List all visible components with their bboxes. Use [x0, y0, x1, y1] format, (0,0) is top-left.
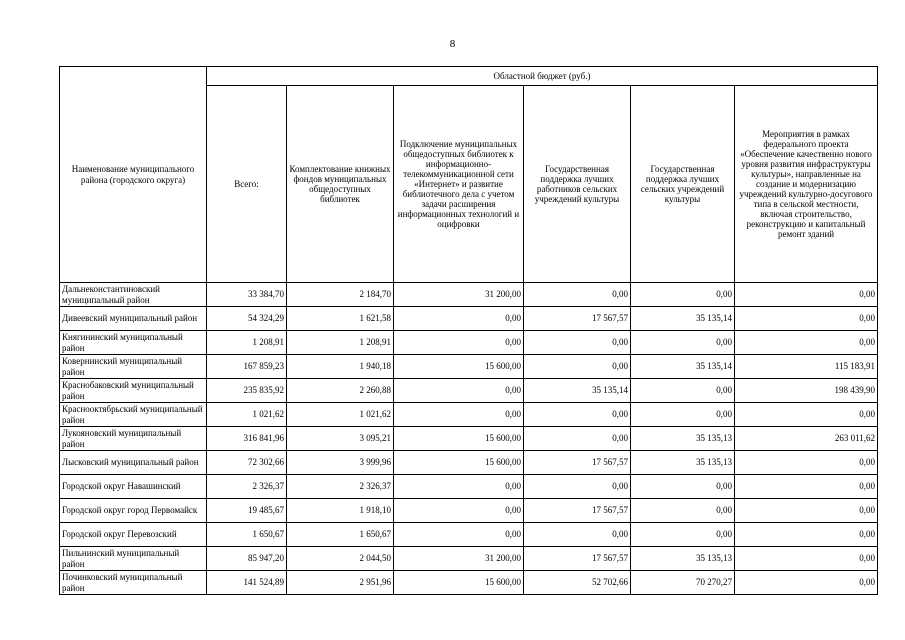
- cell-district-name: Ковернинский муниципальный район: [60, 355, 207, 379]
- cell-total: 85 947,20: [207, 547, 287, 571]
- cell-infrastructure: 0,00: [735, 475, 878, 499]
- cell-institutions-support: 35 135,13: [631, 451, 735, 475]
- cell-total: 141 524,89: [207, 571, 287, 595]
- cell-total: 316 841,96: [207, 427, 287, 451]
- cell-infrastructure: 0,00: [735, 283, 878, 307]
- cell-workers-support: 17 567,57: [524, 451, 631, 475]
- cell-total: 1 208,91: [207, 331, 287, 355]
- cell-district-name: Краснооктябрьский муниципальный район: [60, 403, 207, 427]
- cell-institutions-support: 35 135,14: [631, 307, 735, 331]
- cell-book-funds: 3 999,96: [287, 451, 394, 475]
- cell-district-name: Городской округ Перевозский: [60, 523, 207, 547]
- cell-institutions-support: 0,00: [631, 475, 735, 499]
- cell-book-funds: 2 044,50: [287, 547, 394, 571]
- table-row: [60, 499, 878, 523]
- header-internet-connection: Подключение муниципальных общедоступных библиотек к информационно-телекоммуникационной сети «Интернет» и развитие библиотечного дела с учетом задачи расширения информационных технологий и оцифровки: [394, 86, 524, 283]
- table-row: [60, 547, 878, 571]
- cell-district-name: Лукояновский муниципальный район: [60, 427, 207, 451]
- cell-district-name: Краснобаковский муниципальный район: [60, 379, 207, 403]
- cell-book-funds: 1 621,58: [287, 307, 394, 331]
- cell-infrastructure: 0,00: [735, 571, 878, 595]
- table-row: [60, 379, 878, 403]
- table-row: [60, 307, 878, 331]
- budget-table: [59, 66, 878, 595]
- cell-internet: 31 200,00: [394, 547, 524, 571]
- cell-internet: 0,00: [394, 523, 524, 547]
- cell-institutions-support: 35 135,13: [631, 427, 735, 451]
- table-row: [60, 283, 878, 307]
- cell-infrastructure: 198 439,90: [735, 379, 878, 403]
- table-body: [60, 283, 878, 595]
- cell-total: 2 326,37: [207, 475, 287, 499]
- cell-district-name: Княгининский муниципальный район: [60, 331, 207, 355]
- cell-workers-support: 17 567,57: [524, 499, 631, 523]
- cell-institutions-support: 0,00: [631, 283, 735, 307]
- cell-district-name: Дальнеконстантиновский муниципальный район: [60, 283, 207, 307]
- cell-internet: 0,00: [394, 403, 524, 427]
- cell-book-funds: 1 650,67: [287, 523, 394, 547]
- header-infrastructure-project: Мероприятия в рамках федерального проекта «Обеспечение качественно нового уровня развития инфраструктуры культуры», направленные на создание и модернизацию учреждений культурно-досугового типа в сельской местности, включая строительство, реконструкцию и капитальный ремонт зданий: [735, 86, 878, 283]
- cell-workers-support: 0,00: [524, 475, 631, 499]
- cell-district-name: Дивеевский муниципальный район: [60, 307, 207, 331]
- cell-internet: 15 600,00: [394, 427, 524, 451]
- header-total: Всего:: [207, 86, 287, 283]
- cell-infrastructure: 0,00: [735, 307, 878, 331]
- cell-book-funds: 1 021,62: [287, 403, 394, 427]
- cell-institutions-support: 0,00: [631, 403, 735, 427]
- header-best-workers-support: Государственная поддержка лучших работников сельских учреждений культуры: [524, 86, 631, 283]
- cell-institutions-support: 0,00: [631, 523, 735, 547]
- cell-infrastructure: 115 183,91: [735, 355, 878, 379]
- header-district-name: Наименование муниципального района (городского округа): [60, 67, 207, 283]
- cell-book-funds: 2 326,37: [287, 475, 394, 499]
- cell-book-funds: 3 095,21: [287, 427, 394, 451]
- table-row: [60, 355, 878, 379]
- cell-district-name: Лысковский муниципальный район: [60, 451, 207, 475]
- cell-institutions-support: 35 135,14: [631, 355, 735, 379]
- cell-workers-support: 0,00: [524, 427, 631, 451]
- cell-district-name: Починковский муниципальный район: [60, 571, 207, 595]
- cell-infrastructure: 263 011,62: [735, 427, 878, 451]
- cell-book-funds: 1 940,18: [287, 355, 394, 379]
- cell-total: 1 021,62: [207, 403, 287, 427]
- cell-internet: 0,00: [394, 499, 524, 523]
- cell-workers-support: 0,00: [524, 403, 631, 427]
- table-row: [60, 427, 878, 451]
- cell-workers-support: 17 567,57: [524, 547, 631, 571]
- cell-internet: 15 600,00: [394, 571, 524, 595]
- cell-internet: 31 200,00: [394, 283, 524, 307]
- cell-book-funds: 1 208,91: [287, 331, 394, 355]
- cell-infrastructure: 0,00: [735, 499, 878, 523]
- cell-infrastructure: 0,00: [735, 547, 878, 571]
- cell-book-funds: 2 184,70: [287, 283, 394, 307]
- cell-total: 1 650,67: [207, 523, 287, 547]
- cell-internet: 0,00: [394, 379, 524, 403]
- header-best-institutions-support: Государственная поддержка лучших сельских учреждений культуры: [631, 86, 735, 283]
- cell-district-name: Городской округ Навашинский: [60, 475, 207, 499]
- cell-workers-support: 35 135,14: [524, 379, 631, 403]
- cell-infrastructure: 0,00: [735, 403, 878, 427]
- table-row: [60, 331, 878, 355]
- cell-total: 72 302,66: [207, 451, 287, 475]
- page-number: 8: [449, 38, 456, 50]
- table-row: [60, 403, 878, 427]
- cell-workers-support: 52 702,66: [524, 571, 631, 595]
- cell-internet: 0,00: [394, 331, 524, 355]
- header-regional-budget: Областной бюджет (руб.): [207, 67, 878, 86]
- cell-workers-support: 0,00: [524, 331, 631, 355]
- cell-total: 33 384,70: [207, 283, 287, 307]
- cell-workers-support: 0,00: [524, 523, 631, 547]
- table-row: [60, 571, 878, 595]
- cell-workers-support: 0,00: [524, 283, 631, 307]
- cell-institutions-support: 0,00: [631, 499, 735, 523]
- cell-internet: 0,00: [394, 307, 524, 331]
- cell-workers-support: 17 567,57: [524, 307, 631, 331]
- cell-infrastructure: 0,00: [735, 523, 878, 547]
- cell-institutions-support: 0,00: [631, 331, 735, 355]
- cell-internet: 15 600,00: [394, 451, 524, 475]
- cell-institutions-support: 35 135,13: [631, 547, 735, 571]
- table-row: [60, 523, 878, 547]
- cell-district-name: Городской округ город Первомайск: [60, 499, 207, 523]
- cell-total: 167 859,23: [207, 355, 287, 379]
- table-row: [60, 451, 878, 475]
- cell-book-funds: 1 918,10: [287, 499, 394, 523]
- cell-internet: 0,00: [394, 475, 524, 499]
- cell-total: 235 835,92: [207, 379, 287, 403]
- cell-total: 54 324,29: [207, 307, 287, 331]
- table-row: [60, 475, 878, 499]
- cell-workers-support: 0,00: [524, 355, 631, 379]
- cell-book-funds: 2 260,88: [287, 379, 394, 403]
- cell-institutions-support: 0,00: [631, 379, 735, 403]
- cell-infrastructure: 0,00: [735, 331, 878, 355]
- cell-district-name: Пильнинский муниципальный район: [60, 547, 207, 571]
- cell-institutions-support: 70 270,27: [631, 571, 735, 595]
- cell-total: 19 485,67: [207, 499, 287, 523]
- cell-internet: 15 600,00: [394, 355, 524, 379]
- cell-infrastructure: 0,00: [735, 451, 878, 475]
- header-book-funds: Комплектование книжных фондов муниципальных общедоступных библиотек: [287, 86, 394, 283]
- cell-book-funds: 2 951,96: [287, 571, 394, 595]
